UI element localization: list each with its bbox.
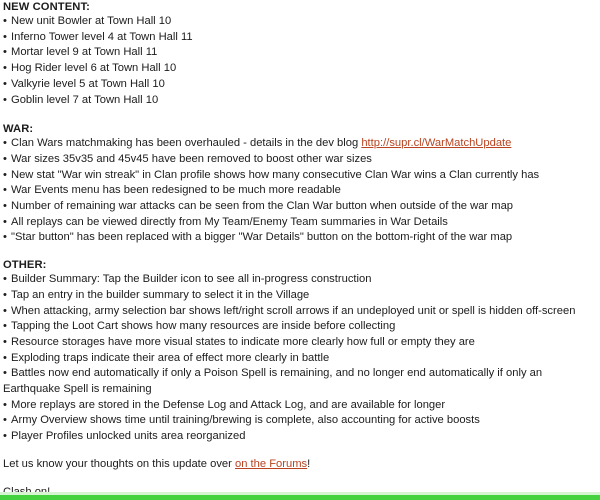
list-item: • Valkyrie level 5 at Town Hall 10	[3, 77, 165, 90]
list-item: • Battles now end automatically if only a Poison Spell is remaining, and no longer end automatically if only an Earthquake Spell is remaining	[3, 367, 543, 396]
new-content-heading: NEW CONTENT:	[3, 1, 90, 13]
list-item: • War Events menu has been redesigned to be much more readable	[3, 184, 341, 197]
list-item: • More replays are stored in the Defense Log and Attack Log, and are available for longer	[3, 398, 446, 411]
list-item: • War sizes 35v35 and 45v45 have been removed to boost other war sizes	[3, 152, 372, 165]
list-item: • All replays can be viewed directly from My Team/Enemy Team summaries in War Details	[3, 215, 448, 228]
list-item: • Tapping the Loot Cart shows how many resources are inside before collecting	[3, 320, 396, 333]
list-item: • Hog Rider level 6 at Town Hall 10	[3, 62, 177, 75]
war-match-update-link[interactable]: http://supr.cl/WarMatchUpdate	[361, 137, 512, 150]
list-item: • Number of remaining war attacks can be seen from the Clan War button when outside of the war map	[3, 200, 514, 213]
new-content-list	[3, 14, 595, 108]
list-item: • Tap an entry in the builder summary to select it in the Village	[3, 288, 310, 301]
list-item: • Army Overview shows time until training/brewing is complete, also accounting for active boosts	[3, 414, 480, 427]
list-item: • Resource storages have more visual states to indicate more clearly how full or empty they are	[3, 335, 475, 348]
list-item: • Builder Summary: Tap the Builder icon to see all in-progress construction	[3, 273, 372, 286]
list-item: • Mortar level 9 at Town Hall 11	[3, 46, 158, 59]
list-item: • When attacking, army selection bar shows left/right scroll arrows if an undeployed unit or spell is hidden off-screen	[3, 304, 576, 317]
other-heading: OTHER:	[3, 259, 47, 272]
forums-link[interactable]: on the Forums	[234, 457, 308, 470]
patch-notes	[3, 0, 595, 500]
list-item: • Goblin level 7 at Town Hall 10	[3, 93, 159, 106]
section-other	[3, 258, 595, 445]
war-heading: WAR:	[3, 123, 34, 136]
list-item: • New unit Bowler at Town Hall 10	[3, 15, 172, 27]
list-item: • New stat "War win streak" in Clan profile shows how many consecutive Clan War wins a Clan currently has	[3, 168, 540, 181]
war-list	[3, 136, 595, 246]
list-item: • "Star button" has been replaced with a bigger "War Details" button on the bottom-right of the war map	[3, 231, 513, 244]
other-list	[3, 272, 595, 445]
list-item: • Exploding traps indicate their area of effect more clearly in battle	[3, 351, 330, 364]
section-new-content	[3, 0, 595, 108]
feedback-paragraph: Let us know your thoughts on this update over on the Forums!	[3, 457, 311, 470]
list-item: • Clan Wars matchmaking has been overhauled - details in the dev blog http://supr.cl/WarMatchUpdate	[3, 137, 512, 150]
list-item: • Inferno Tower level 4 at Town Hall 11	[3, 30, 193, 43]
list-item: • Player Profiles unlocked units area reorganized	[3, 430, 246, 443]
bottom-green-bar	[0, 495, 600, 500]
section-war	[3, 122, 595, 246]
